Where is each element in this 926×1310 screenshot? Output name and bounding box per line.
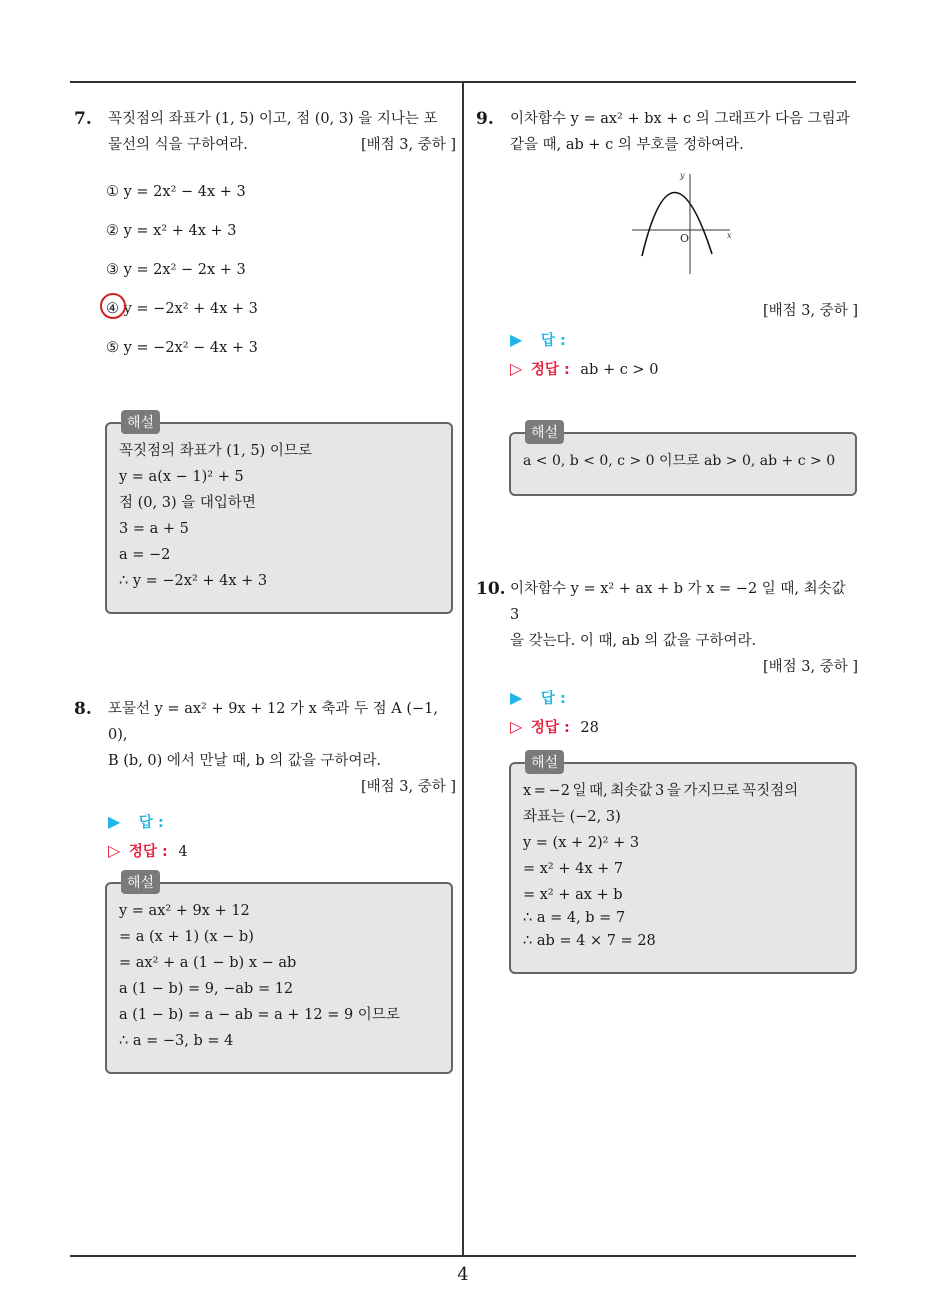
question-text	[74, 106, 456, 158]
explanation-line: a (1 − b) = a − ab = a + 12 = 9 이므로	[119, 1007, 400, 1023]
question-text	[74, 696, 456, 774]
question-7	[74, 106, 456, 158]
correct-answer-row	[476, 355, 858, 384]
origin-label: O	[680, 232, 690, 245]
question-number: 8.	[74, 699, 92, 719]
question-number: 7.	[74, 109, 92, 129]
option-4[interactable]: ④ y = −2x² + 4x + 3	[106, 297, 456, 336]
option-2[interactable]: ② y = x² + 4x + 3	[106, 223, 237, 239]
y-axis-label: y	[680, 171, 685, 180]
explanation-line: x = −2 일 때, 최솟값 3 을 가지므로 꼭짓점의	[523, 783, 799, 799]
explanation-line: 꼭짓점의 좌표가 (1, 5) 이므로	[119, 443, 312, 459]
explanation-line: y = (x + 2)² + 3	[523, 835, 640, 851]
explanation-box-q8	[105, 875, 453, 1074]
answer-label: 답 :	[540, 691, 566, 707]
question-line: B (b, 0) 에서 만날 때, b 의 값을 구하여라.	[108, 753, 382, 769]
answer-label: 답 :	[540, 333, 566, 349]
column-divider	[462, 81, 464, 1256]
outline-arrow-icon: ▷	[510, 359, 523, 378]
left-column	[74, 100, 456, 375]
play-arrow-icon: ▶	[108, 812, 121, 831]
correct-answer-value: 4	[178, 844, 188, 860]
explanation-line: = a (x + 1) (x − b)	[119, 929, 254, 945]
explanation-box-q9	[509, 425, 857, 496]
answer-label: 답 :	[138, 815, 164, 831]
question-line-text: 물선의 식을 구하여라.	[108, 137, 248, 153]
question-line: 이차함수 y = x² + ax + b 가 x = −2 일 때, 최솟값 3	[510, 581, 846, 623]
question-line: 이차함수 y = ax² + bx + c 의 그래프가 다음 그림과	[510, 111, 850, 127]
correct-answer-value: 28	[580, 720, 599, 736]
question-text	[476, 576, 858, 654]
explanation-line: 3 = a + 5	[119, 521, 189, 537]
play-arrow-icon: ▶	[510, 688, 523, 707]
question-line	[108, 132, 456, 158]
score-label: [배점 3, 중하 ]	[360, 779, 456, 795]
explanation-line: ∴ a = 4, b = 7	[523, 910, 626, 926]
question-text	[476, 106, 858, 158]
correct-answer-row	[74, 837, 456, 866]
outline-arrow-icon: ▷	[510, 717, 523, 736]
outline-arrow-icon: ▷	[108, 841, 121, 860]
question-line: 꼭짓점의 좌표가 (1, 5) 이고, 점 (0, 3) 을 지나는 포	[108, 111, 438, 127]
correct-answer-label: 정답 :	[128, 844, 168, 860]
explanation-line: ∴ y = −2x² + 4x + 3	[119, 573, 268, 589]
question-9-block	[476, 106, 858, 158]
parabola-graph	[630, 168, 740, 278]
explanation-tag: 해설	[525, 750, 564, 774]
answer-row	[476, 326, 858, 355]
question-line: 을 갖는다. 이 때, ab 의 값을 구하여라.	[510, 633, 757, 649]
explanation-line: = x² + 4x + 7	[523, 861, 624, 877]
explanation-box-q7	[105, 415, 453, 614]
parabola-curve	[642, 192, 712, 256]
score-label: [배점 3, 중하 ]	[360, 137, 456, 153]
options-list	[74, 180, 456, 375]
correct-answer-row	[476, 713, 858, 742]
question-10-block	[476, 576, 858, 742]
question-line: 같을 때, ab + c 의 부호를 정하여라.	[510, 137, 744, 153]
explanation-line: a < 0, b < 0, c > 0 이므로 ab > 0, ab + c > 0	[523, 453, 836, 469]
score-label: [배점 3, 중하 ]	[762, 659, 858, 675]
explanation-tag: 해설	[121, 870, 160, 894]
correct-answer-label: 정답 :	[530, 362, 570, 378]
page-number: 4	[457, 1264, 469, 1285]
question-line: 포물선 y = ax² + 9x + 12 가 x 축과 두 점 A (−1, 0),	[108, 701, 439, 743]
answer-row	[74, 808, 456, 837]
explanation-line: y = a(x − 1)² + 5	[119, 469, 244, 485]
selected-circle-mark	[100, 293, 126, 319]
correct-answer-label: 정답 :	[530, 720, 570, 736]
option-3[interactable]: ③ y = 2x² − 2x + 3	[106, 262, 246, 278]
explanation-line: ∴ ab = 4 × 7 = 28	[523, 933, 656, 949]
explanation-line: 좌표는 (−2, 3)	[523, 809, 621, 825]
bottom-rule	[70, 1255, 856, 1257]
score-label: [배점 3, 중하 ]	[762, 303, 858, 319]
x-axis-label: x	[727, 231, 732, 240]
correct-answer-value: ab + c > 0	[580, 362, 659, 378]
question-8	[74, 696, 456, 774]
answer-row	[476, 684, 858, 713]
play-arrow-icon: ▶	[510, 330, 523, 349]
explanation-line: 점 (0, 3) 을 대입하면	[119, 495, 256, 511]
question-number: 9.	[476, 109, 494, 129]
explanation-tag: 해설	[121, 410, 160, 434]
question-number: 10.	[476, 579, 506, 599]
explanation-line: = x² + ax + b	[523, 887, 623, 903]
question-10	[476, 576, 858, 654]
question-9-answers	[476, 298, 858, 384]
explanation-line: = ax² + a (1 − b) x − ab	[119, 955, 297, 971]
option-5[interactable]: ⑤ y = −2x² − 4x + 3	[106, 340, 258, 356]
explanation-line: a = −2	[119, 547, 171, 563]
question-9	[476, 106, 858, 158]
explanation-tag: 해설	[525, 420, 564, 444]
explanation-line: y = ax² + 9x + 12	[119, 903, 250, 919]
explanation-line: a (1 − b) = 9, −ab = 12	[119, 981, 294, 997]
explanation-box-q10	[509, 755, 857, 974]
explanation-line: ∴ a = −3, b = 4	[119, 1033, 234, 1049]
question-8-block	[74, 696, 456, 866]
option-1[interactable]: ① y = 2x² − 4x + 3	[106, 184, 246, 200]
